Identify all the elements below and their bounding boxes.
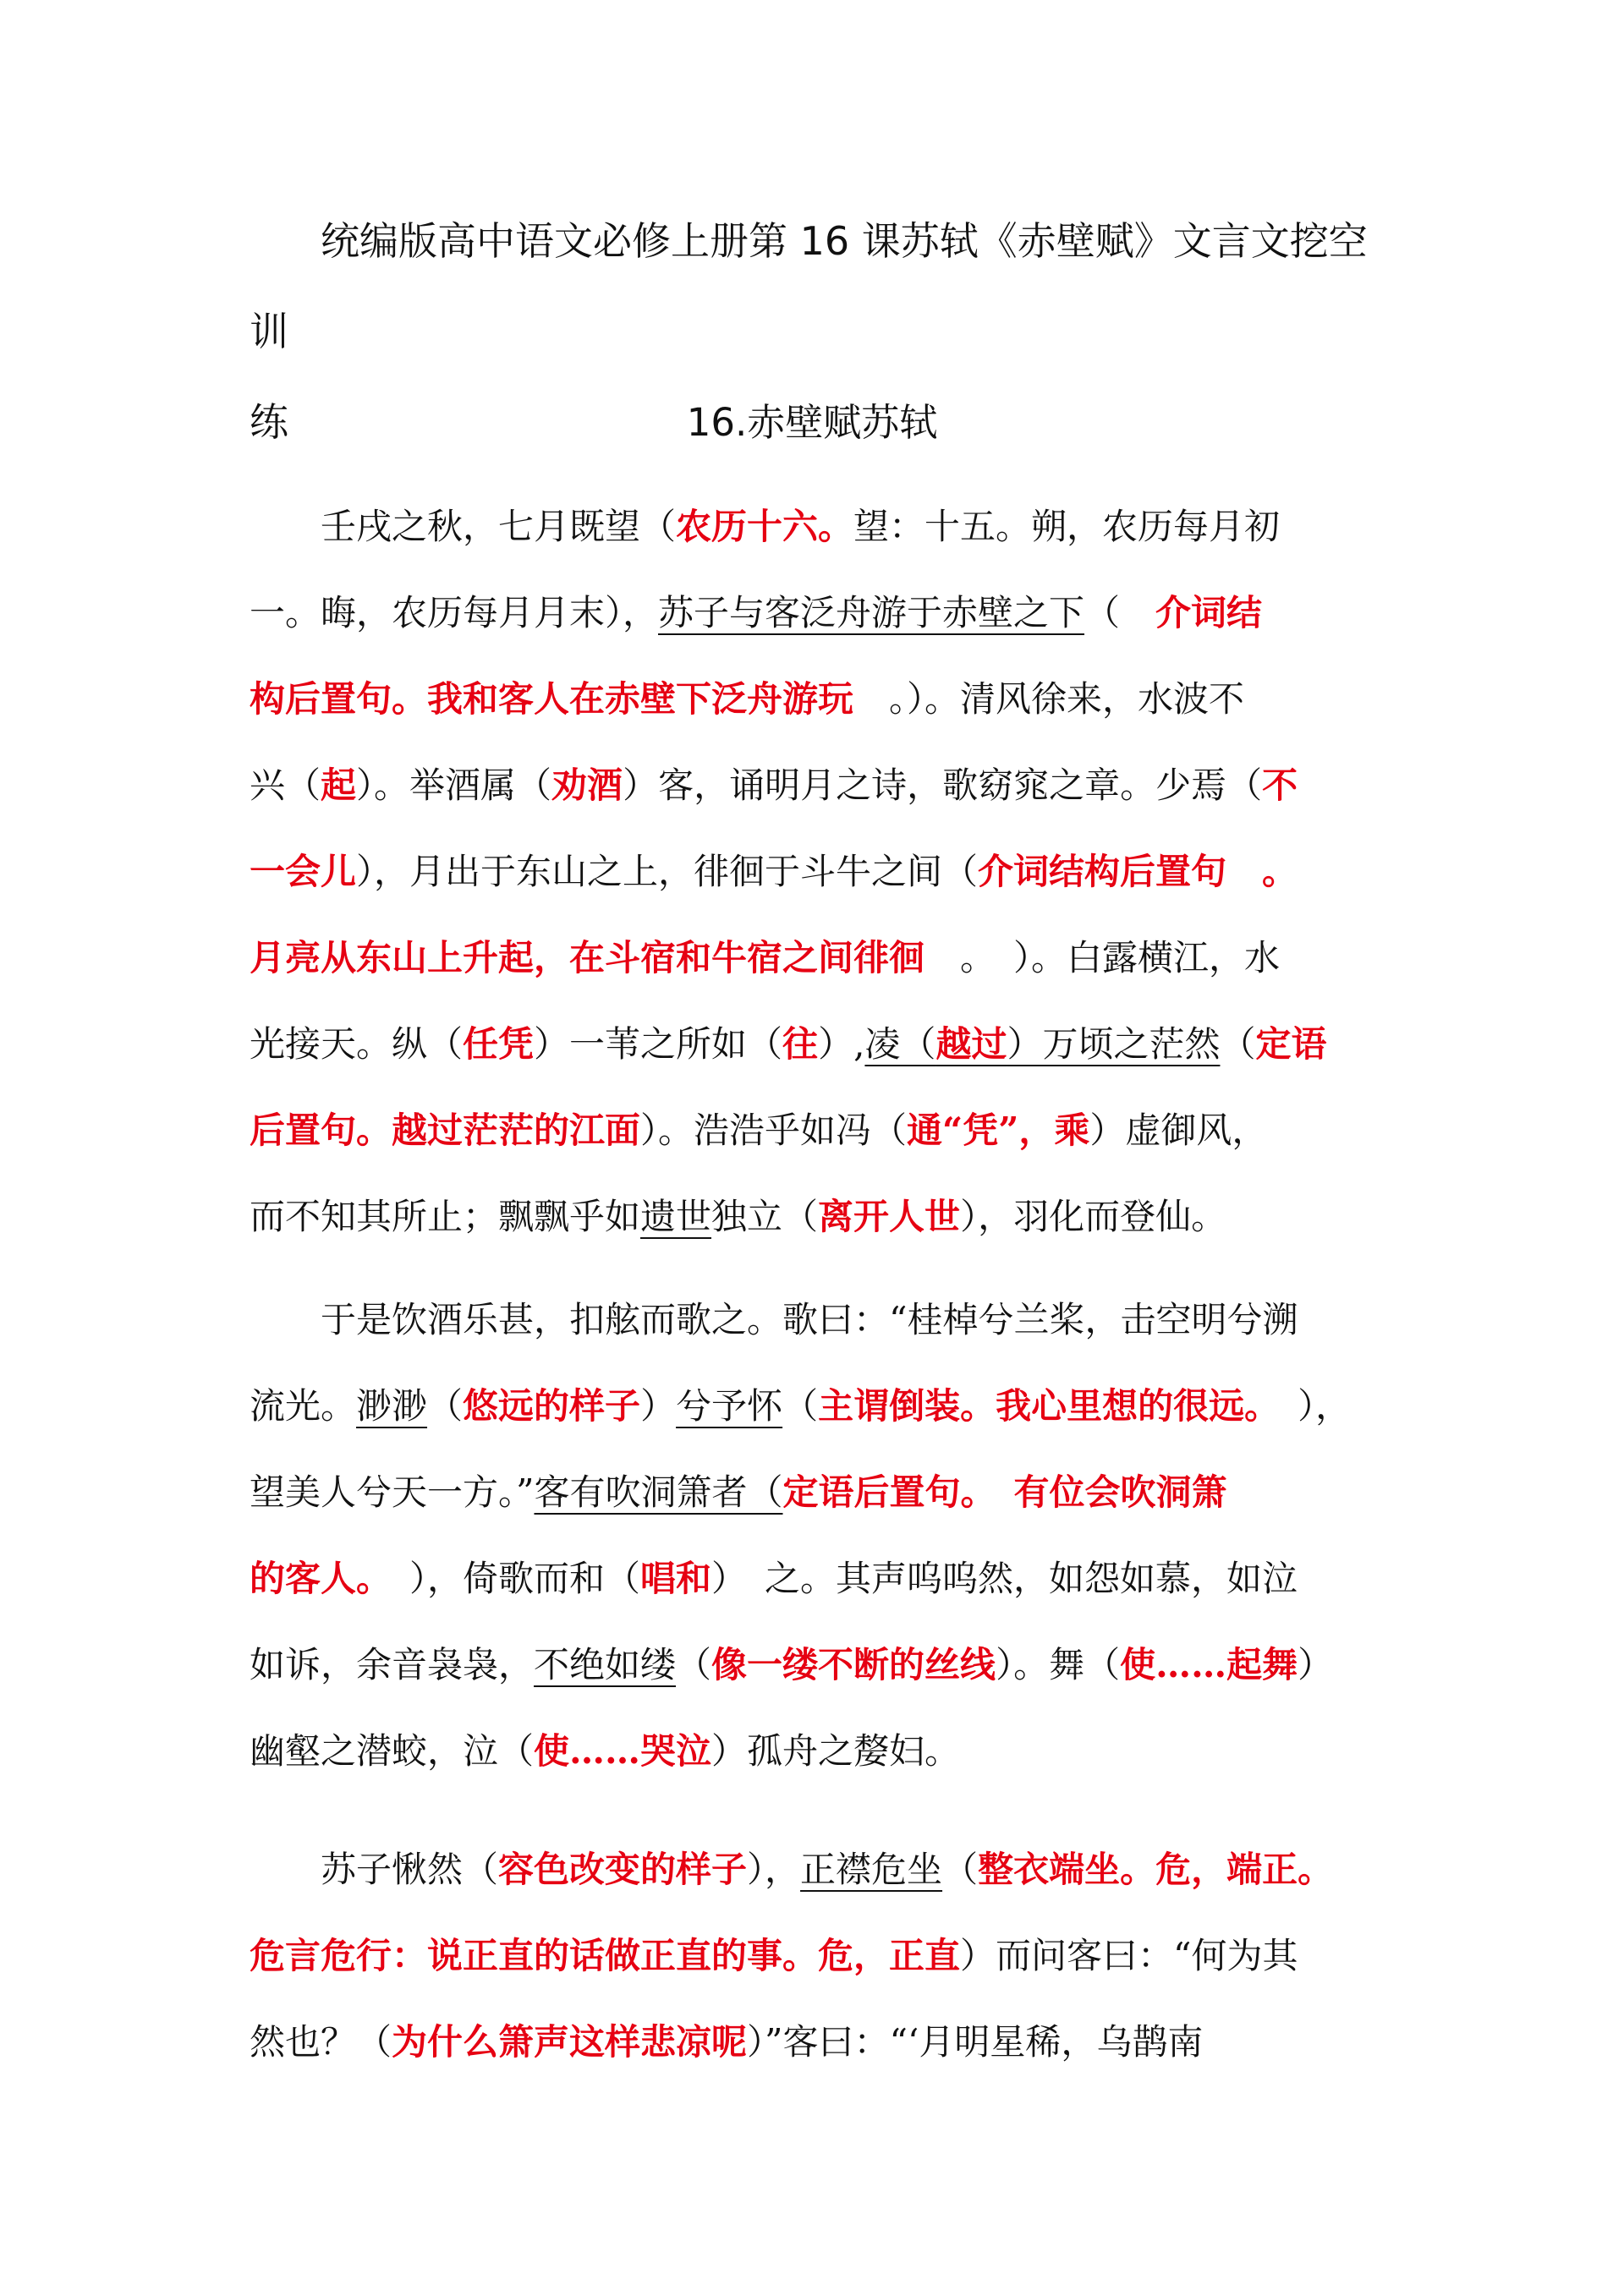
text: ）, <box>818 1023 865 1065</box>
title-line-2: 练 <box>250 399 288 445</box>
annotation: 介词结 <box>1155 592 1263 633</box>
p3-line-3 <box>250 1999 1387 2085</box>
p1-line-4 <box>250 743 1387 829</box>
text: ） <box>640 1385 677 1427</box>
lesson-subtitle: 16.赤壁赋苏轼 <box>686 400 938 445</box>
text: ），羽化而登仙。 <box>960 1196 1227 1237</box>
underlined-sentence: 客有吹洞箫者（ <box>534 1471 783 1513</box>
text: 然也？（ <box>250 2021 392 2063</box>
text: ）。舞（ <box>996 1644 1121 1685</box>
underlined-word: 遗世 <box>640 1196 712 1237</box>
text: ），月出于东山之上，徘徊于斗牛之间（ <box>356 851 979 892</box>
underlined-sentence <box>864 1023 1220 1065</box>
text: 壬戌之秋，七月既望（ <box>321 506 677 547</box>
annotation: 离开人世 <box>818 1196 961 1237</box>
p1-line-9 <box>250 1174 1387 1260</box>
text: 于是饮酒乐甚，扣舷而歌之。歌曰：“桂棹兮兰桨，击空明兮溯 <box>321 1299 1298 1340</box>
annotation: 后置句。越过茫茫的江面 <box>250 1110 641 1151</box>
text: 流光。 <box>250 1385 357 1427</box>
text: 望：十五。朔，农历每月初 <box>853 506 1281 547</box>
text: 望美人兮天一方。” <box>250 1471 535 1513</box>
p1-line-8 <box>250 1088 1387 1174</box>
underlined-word: 渺渺 <box>356 1385 428 1427</box>
text: 。）。清风徐来，水波不 <box>853 678 1245 720</box>
p3-line-2 <box>250 1913 1387 1999</box>
text: ）而问客曰：“何为其 <box>960 1935 1298 1976</box>
p1-line-5 <box>250 829 1387 915</box>
annotation: 使……哭泣 <box>534 1730 712 1772</box>
annotation: 起 <box>321 764 357 806</box>
p2-line-5 <box>250 1622 1387 1708</box>
annotation: 往 <box>782 1023 819 1065</box>
text: ）”客曰：“‘月明星稀，乌鹊南 <box>747 2021 1204 2063</box>
text: 幽壑之潜蛟，泣（ <box>250 1730 535 1772</box>
text: 苏子愀然（ <box>321 1849 499 1890</box>
annotation: 为什么箫声这样悲凉呢 <box>392 2021 748 2063</box>
text: ）。举酒属（ <box>356 764 552 806</box>
p3-line-1 <box>250 1827 1387 1913</box>
annotation: 整衣端坐。危，端正。 <box>978 1849 1334 1890</box>
p1-line-7 <box>250 1001 1387 1088</box>
underlined-word: 正襟危坐 <box>800 1849 943 1890</box>
annotation: 悠远的样子 <box>463 1385 641 1427</box>
annotation: 定语后置句。 有位会吹洞箫 <box>782 1471 1227 1513</box>
text: ）虚御风， <box>1089 1110 1268 1151</box>
p2-line-6 <box>250 1708 1387 1795</box>
paragraph-2 <box>250 1277 1387 1795</box>
text: （ <box>427 1385 464 1427</box>
annotation: 唱和 <box>640 1558 712 1599</box>
underlined-word: 兮予怀 <box>676 1385 783 1427</box>
text: 一。晦，农历每月月末）， <box>250 592 659 633</box>
text: ） 之。其声呜呜然，如怨如慕，如泣 <box>711 1558 1298 1599</box>
underlined-sentence: 苏子与客泛舟游于赤壁之下 <box>658 592 1085 633</box>
text: 如诉，余音袅袅， <box>250 1644 535 1685</box>
annotation: 越过 <box>935 1023 1007 1065</box>
p2-line-3 <box>250 1449 1387 1536</box>
text: ）万顷之茫然 <box>1007 1023 1221 1065</box>
annotation: 介词结构后置句 。 <box>978 851 1298 892</box>
text: ）客，诵明月之诗，歌窈窕之章。少焉（ <box>623 764 1263 806</box>
text: ）。浩浩乎如冯（ <box>640 1110 908 1151</box>
annotation: 使……起舞 <box>1120 1644 1298 1685</box>
underlined-word: 不绝如缕 <box>534 1644 677 1685</box>
annotation: 危言危行：说正直的话做正直的事。危，正直 <box>250 1935 961 1976</box>
text: （ <box>676 1644 712 1685</box>
annotation: 的客人。 <box>250 1558 375 1599</box>
text: 独立（ <box>711 1196 819 1237</box>
annotation: 月亮从东山上升起，在斗宿和牛宿之间徘徊 <box>250 937 925 978</box>
annotation: 任凭 <box>463 1023 535 1065</box>
text: ）， <box>747 1849 801 1890</box>
annotation: 定语 <box>1255 1023 1327 1065</box>
p1-line-1 <box>250 484 1387 570</box>
text: （ <box>942 1849 979 1890</box>
annotation: 容色改变的样子 <box>498 1849 748 1890</box>
text: ）， <box>1262 1385 1352 1427</box>
annotation: 农历十六。 <box>676 506 854 547</box>
text: ）一苇之所如（ <box>534 1023 783 1065</box>
p1-line-2 <box>250 570 1387 656</box>
text: 兴（ <box>250 764 321 806</box>
text: ），倚歌而和（ <box>374 1558 641 1599</box>
text: ）孤舟之嫠妇。 <box>711 1730 961 1772</box>
paragraph-3 <box>250 1827 1387 2085</box>
annotation: 不 <box>1262 764 1298 806</box>
annotation: 构后置句。我和客人在赤壁下泛舟游玩 <box>250 678 854 720</box>
annotation: 一会儿 <box>250 851 357 892</box>
p2-line-2 <box>250 1363 1387 1449</box>
text: （ <box>782 1385 819 1427</box>
paragraph-1 <box>250 484 1387 1260</box>
annotation: 像一缕不断的丝线 <box>711 1644 996 1685</box>
text: 而不知其所止；飘飘乎如 <box>250 1196 641 1237</box>
annotation: 通“凭”，乘 <box>907 1110 1090 1151</box>
p2-line-1 <box>250 1277 1387 1363</box>
title-line-1: 统编版高中语文必修上册第 16 课苏轼《赤壁赋》文言文挖空训 <box>250 218 1368 354</box>
p1-line-6 <box>250 915 1387 1001</box>
text: （ <box>1084 592 1156 633</box>
text: （ <box>1220 1023 1256 1065</box>
text: 凌（ <box>864 1023 936 1065</box>
p1-line-3 <box>250 656 1387 743</box>
text: 光接天。纵（ <box>250 1023 464 1065</box>
annotation: 主谓倒装。我心里想的很远。 <box>818 1385 1263 1427</box>
text: 。 ）。白露横江，水 <box>924 937 1281 978</box>
annotation: 劝酒 <box>551 764 623 806</box>
text: ） <box>1298 1644 1334 1685</box>
p2-line-4 <box>250 1536 1387 1622</box>
